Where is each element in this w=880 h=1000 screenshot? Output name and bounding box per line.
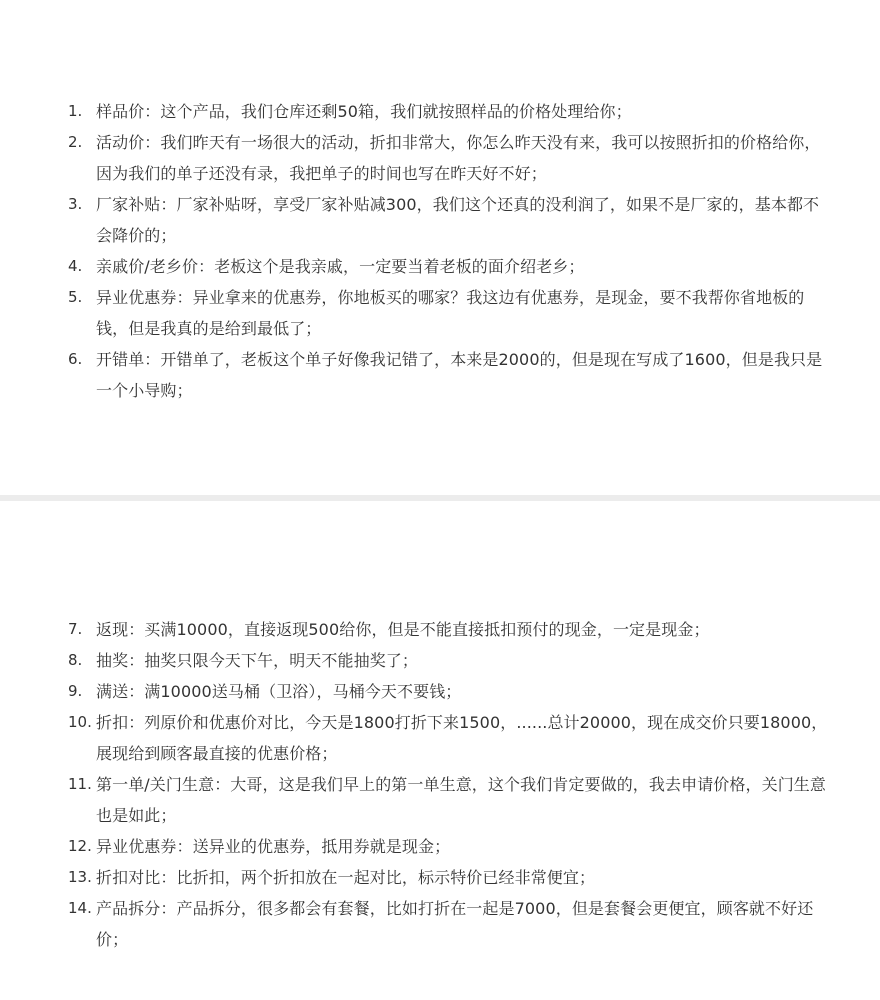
item-number: 10. [68,713,92,731]
item-number: 12. [68,837,92,855]
list-item [68,831,828,862]
tactics-list-2 [68,614,828,955]
item-number: 6. [68,350,83,368]
item-number: 8. [68,651,83,669]
content-card-1 [0,0,880,495]
list-item [68,707,828,769]
item-text: 折扣对比：比折扣，两个折扣放在一起对比，标示特价已经非常便宜； [96,868,596,887]
item-text: 返现：买满10000，直接返现500给你，但是不能直接抵扣预付的现金，一定是现金； [96,620,710,639]
list-item [68,127,828,189]
item-text: 开错单：开错单了，老板这个单子好像我记错了，本来是2000的，但是现在写成了1600，但是我只是一个小导购； [96,350,823,400]
item-number: 11. [68,775,92,793]
item-number: 14. [68,899,92,917]
content-card-2 [0,501,880,1000]
list-item [68,645,828,676]
list-item [68,344,828,406]
item-number: 7. [68,620,83,638]
item-text: 活动价：我们昨天有一场很大的活动，折扣非常大，你怎么昨天没有来，我可以按照折扣的价格给你，因为我们的单子还没有录，我把单子的时间也写在昨天好不好； [96,133,821,183]
item-number: 5. [68,288,83,306]
list-item [68,96,828,127]
item-text: 异业优惠券：异业拿来的优惠券，你地板买的哪家？我这边有优惠券，是现金，要不我帮你省地板的钱，但是我真的是给到最低了； [96,288,805,338]
item-text: 抽奖：抽奖只限今天下午，明天不能抽奖了； [96,651,419,670]
item-text: 满送：满10000送马桶（卫浴），马桶今天不要钱； [96,682,462,701]
list-item [68,862,828,893]
list-item [68,251,828,282]
item-text: 折扣：列原价和优惠价对比，今天是1800打折下来1500，......总计20000，现在成交价只要18000，展现给到顾客最直接的优惠价格； [96,713,828,763]
item-number: 13. [68,868,92,886]
item-text: 亲戚价/老乡价：老板这个是我亲戚，一定要当着老板的面介绍老乡； [96,257,585,276]
list-item [68,282,828,344]
item-number: 4. [68,257,83,275]
list-item [68,614,828,645]
item-text: 厂家补贴：厂家补贴呀，享受厂家补贴减300，我们这个还真的没利润了，如果不是厂家的，基本都不会降价的； [96,195,820,245]
list-item [68,769,828,831]
list-item [68,893,828,955]
item-number: 3. [68,195,83,213]
item-text: 异业优惠券：送异业的优惠券，抵用券就是现金； [96,837,451,856]
item-text: 第一单/关门生意：大哥，这是我们早上的第一单生意，这个我们肯定要做的，我去申请价格，关门生意也是如此； [96,775,826,825]
tactics-list-1 [68,96,828,406]
item-number: 9. [68,682,83,700]
item-text: 样品价：这个产品，我们仓库还剩50箱，我们就按照样品的价格处理给你； [96,102,632,121]
item-text: 产品拆分：产品拆分，很多都会有套餐，比如打折在一起是7000，但是套餐会更便宜，顾客就不好还价； [96,899,814,949]
list-item [68,676,828,707]
item-number: 1. [68,102,83,120]
list-item [68,189,828,251]
item-number: 2. [68,133,83,151]
